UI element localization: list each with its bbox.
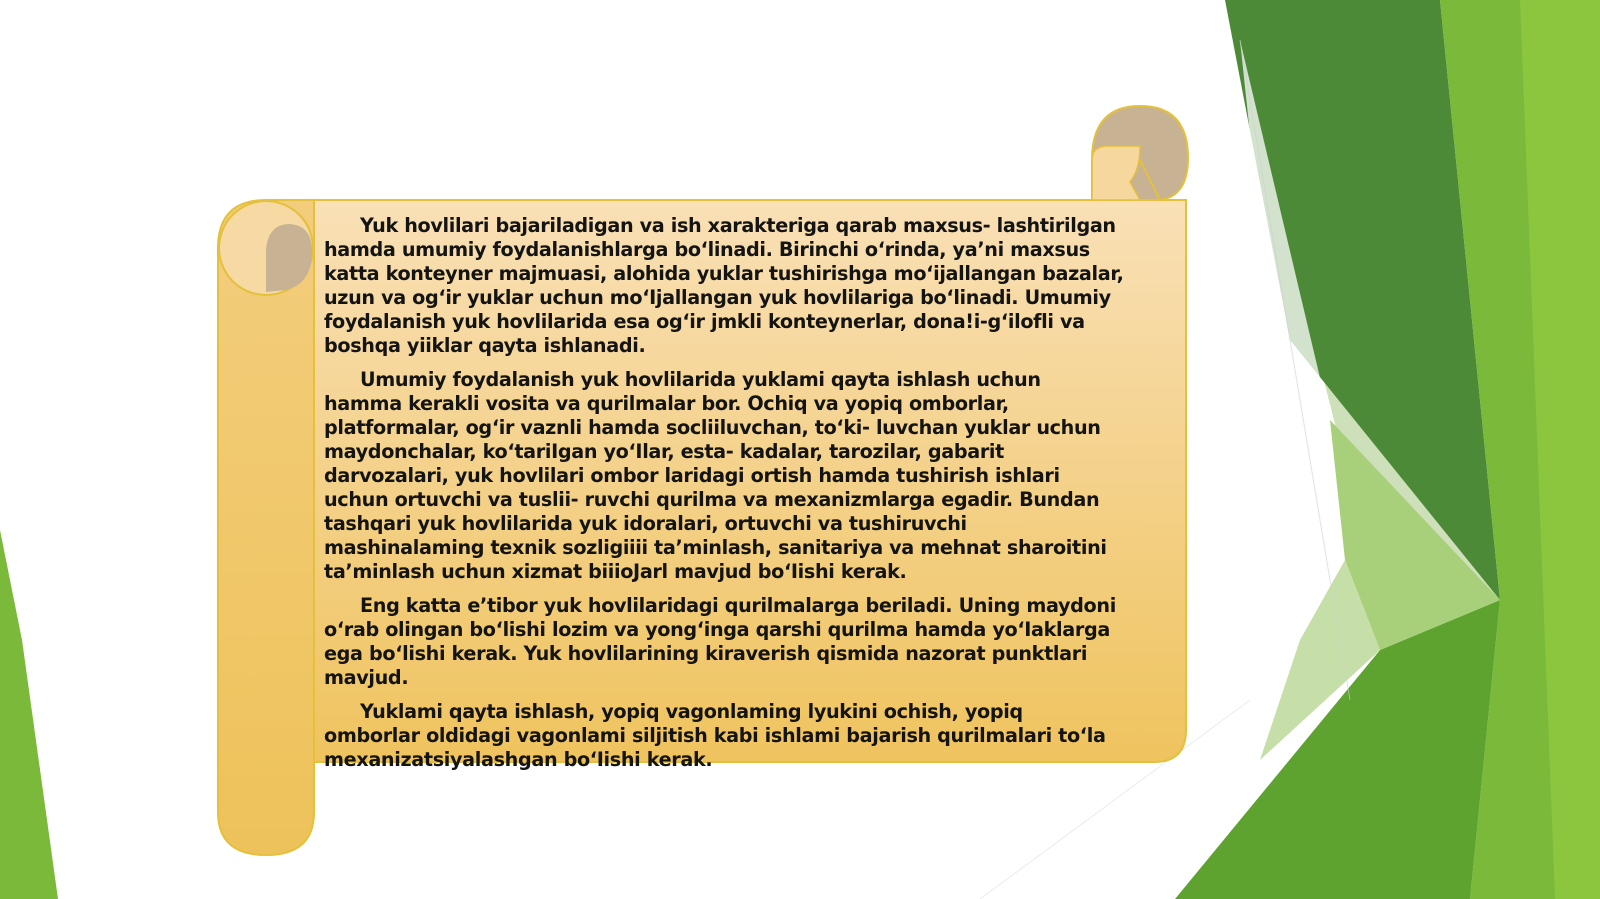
paragraph-3: Eng katta e’tibor yuk hovlilaridagi qurilmalarga beriladi. Uning maydoni o‘rab olingan bo‘lishi lozim va yong‘inga qarshi qurilma hamda yo‘Iaklarga ega bo‘lishi kerak. Yuk hovlilarining kiraverish qismida nazorat punktlari mavjud.	[324, 594, 1116, 689]
scroll-text	[324, 214, 1124, 782]
paragraph-1: Yuk hovlilari bajariladigan va ish xarakteriga qarab maxsus- lashtirilgan hamda umumiy foydalanishlarga bo‘linadi. Birinchi o‘rinda, ya’ni maxsus katta konteyner majmuasi, alohida yuklar tushirishga mo‘ijallangan bazalar, uzun va og‘ir yuklar uchun mo‘Ijallangan yuk hovlilariga bo‘linadi. Umumiy foydalanish yuk hovlilarida esa og‘ir jmkli konteynerlar, dona!i-g‘ilofli va boshqa yiiklar qayta ishlanadi.	[324, 214, 1124, 357]
paragraph-4: Yuklami qayta ishlash, yopiq vagonlaming lyukini ochish, yopiq omborlar oldidagi vagonlami siljitish kabi ishlami bajarish qurilmalari to‘la mexanizatsiyalashgan bo‘Iishi kerak.	[324, 700, 1106, 771]
green-decoration-left	[0, 530, 58, 899]
paragraph-2: Umumiy foydalanish yuk hovlilarida yuklami qayta ishlash uchun hamma kerakli vosita va qurilmalar bor. Ochiq va yopiq omborlar, platformalar, og‘ir vaznli hamda socliiluvchan, to‘ki- luvchan yuklar uchun maydonchalar, ko‘tariIgan yo‘Ilar, esta- kadalar, tarozilar, gabarit darvozalari, yuk hovlilari ombor laridagi ortish hamda tushirish ishlari uchun ortuvchi va tuslii- ruvchi qurilma va mexanizmlarga egadir. Bundan tashqari yuk hovlilarida yuk idoralari, ortuvchi va tushiruvchi mashinalaming texnik sozligiiii ta’minlash, sanitariya va mehnat sharoitini ta’minlash uchun xizmat biiioJarl mavjud bo‘Iishi kerak.	[324, 368, 1107, 583]
